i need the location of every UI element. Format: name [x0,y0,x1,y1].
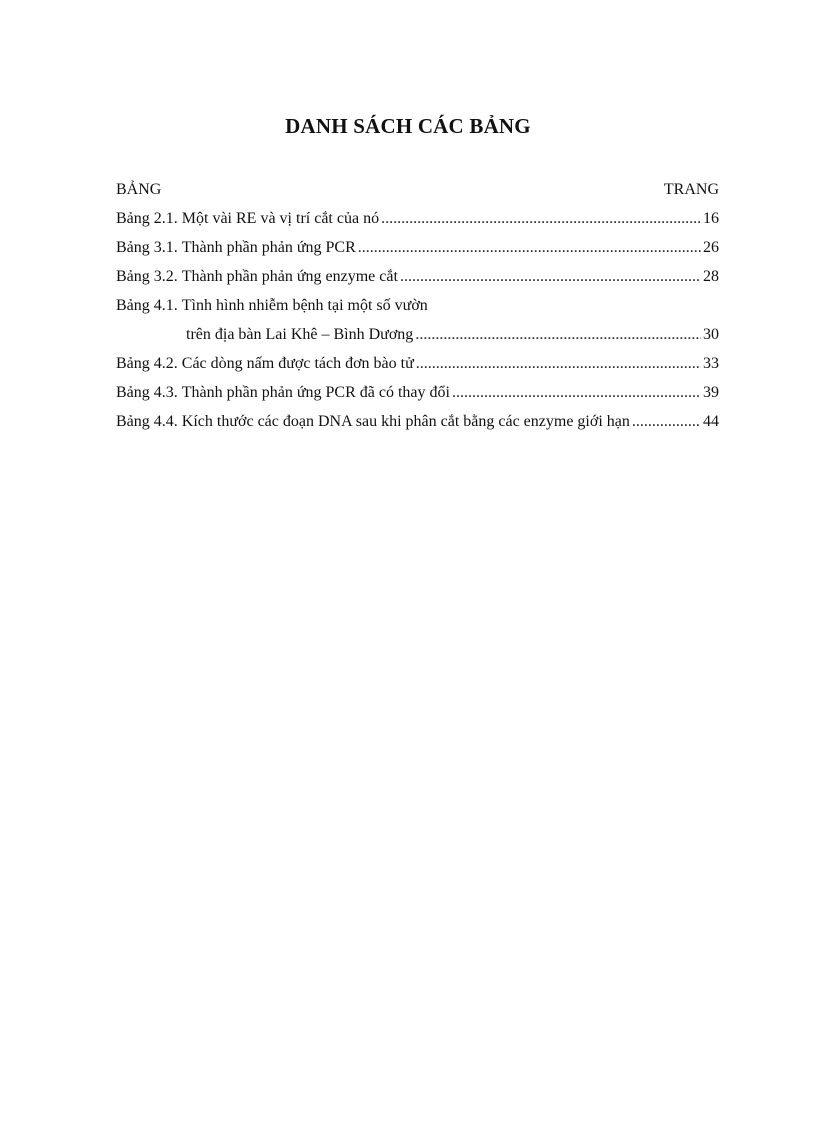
list-item[interactable] [116,236,719,260]
entry-text: Thành phần phản ứng PCR đã có thay đổi [181,384,450,401]
entry-label: Bảng 4.2. [116,355,178,372]
entry-text: Kích thước các đoạn DNA sau khi phân cắt bằng các enzyme giới hạn [181,413,630,430]
entry-page: 28 [703,268,719,285]
list-item[interactable] [116,265,719,289]
dot-leader [358,236,701,260]
list-item[interactable] [116,207,719,231]
entry-label: Bảng 2.1. [116,210,178,227]
entry-text: Các dòng nấm được tách đơn bào tử [181,355,414,372]
entry-text: Thành phần phản ứng PCR [181,239,356,256]
list-item[interactable] [116,410,719,434]
entry-page: 30 [703,326,719,343]
entry-label: Bảng 4.1. [116,297,178,314]
list-item[interactable] [116,381,719,405]
entry-label: Bảng 4.4. [116,413,178,430]
entry-page: 39 [703,384,719,401]
entry-label: Bảng 4.3. [116,384,178,401]
entry-page: 44 [703,413,719,430]
list-item[interactable] [116,352,719,376]
header-right: TRANG [663,181,719,198]
entry-page: 16 [703,210,719,227]
entry-text: Tình hình nhiễm bệnh tại một số vườn [181,297,428,314]
header-left: BẢNG [116,181,162,198]
table-list [116,178,719,439]
entry-label: Bảng 3.1. [116,239,178,256]
dot-leader [400,265,701,289]
page-title: DANH SÁCH CÁC BẢNG [285,114,531,138]
dot-leader [452,381,701,405]
entry-label: Bảng 3.2. [116,268,178,285]
dot-leader [632,410,701,434]
entry-page: 33 [703,355,719,372]
entry-text: Một vài RE và vị trí cắt của nó [181,210,380,227]
entry-page: 26 [703,239,719,256]
list-item[interactable] [116,294,719,347]
dot-leader [415,323,701,347]
dot-leader [381,207,701,231]
entry-text-continued: trên địa bàn Lai Khê – Bình Dương [186,326,414,343]
entry-text: Thành phần phản ứng enzyme cắt [181,268,398,285]
list-header [116,178,719,202]
dot-leader [416,352,701,376]
